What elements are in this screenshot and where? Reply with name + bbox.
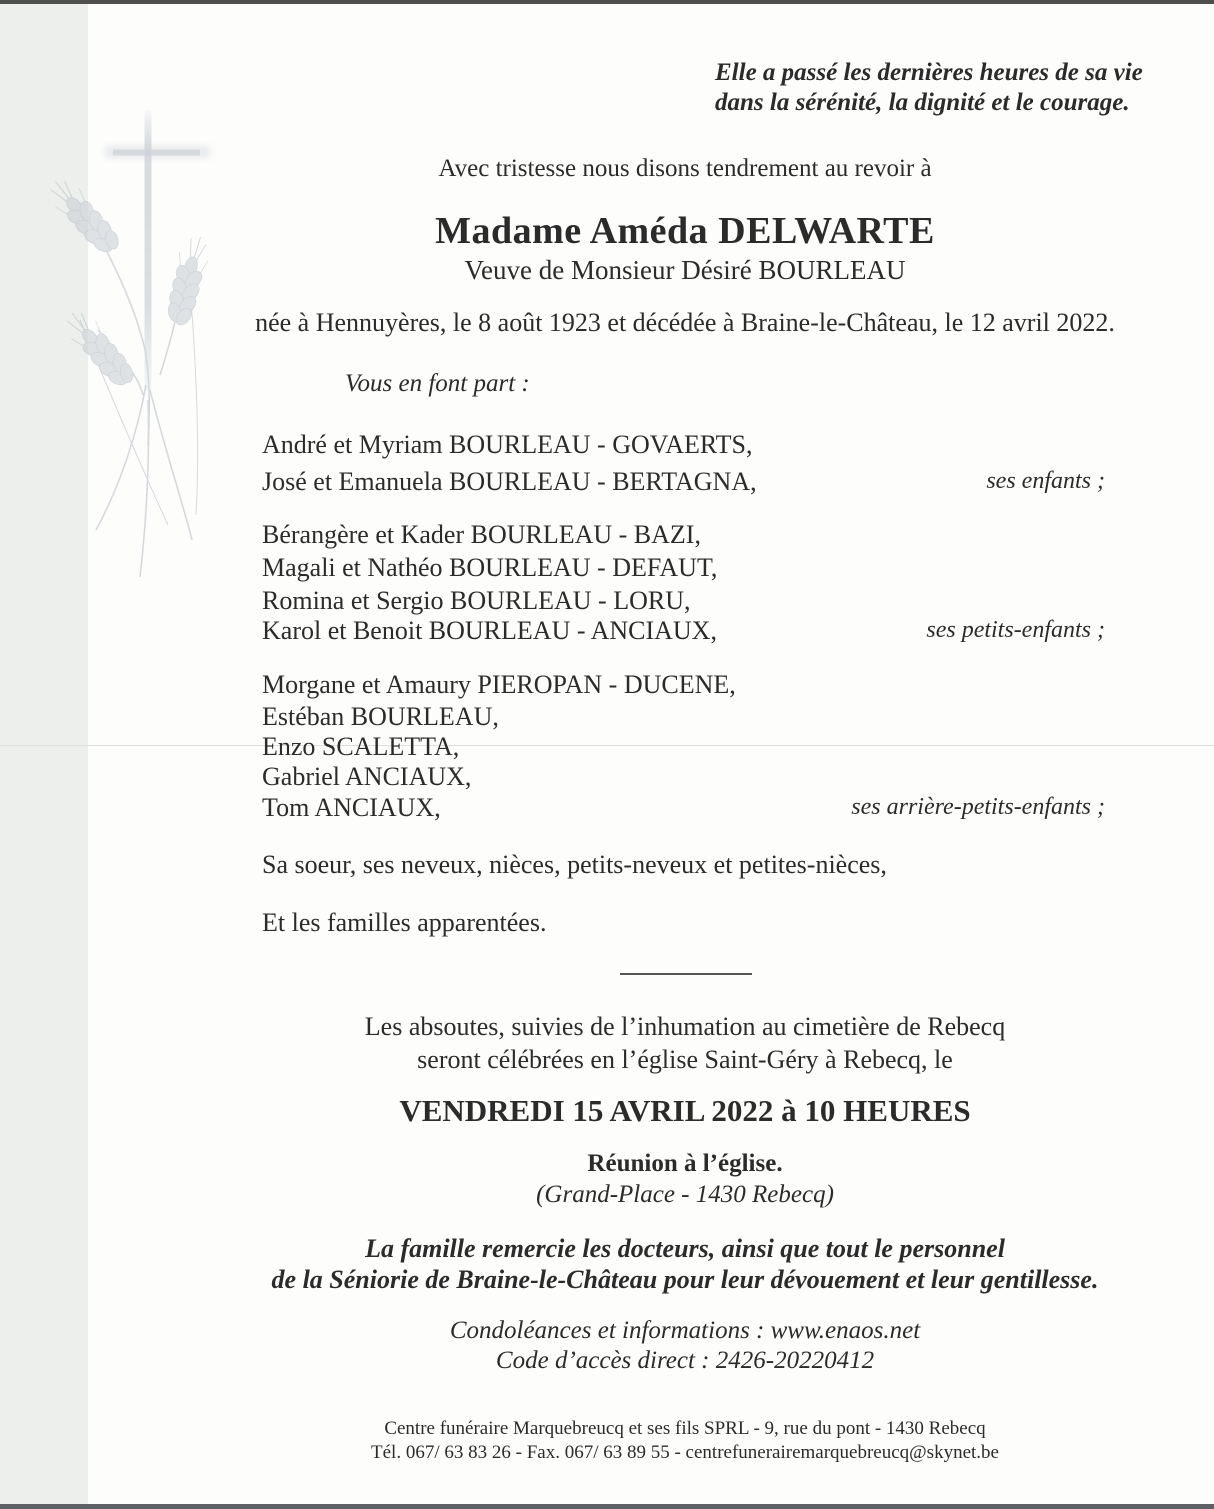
- funeral-home-info: Centre funéraire Marquebreucq et ses fils SPRL - 9, rue du pont - 1430 Rebecq: [384, 1418, 986, 1439]
- ceremony-line1: Les absoutes, suivies de l’inhumation au cimetière de Rebecq: [364, 1012, 1006, 1041]
- ceremony-meeting-place: (Grand-Place - 1430 Rebecq): [536, 1181, 834, 1208]
- thanks-line1: La famille remercie les docteurs, ainsi que tout le personnel: [365, 1234, 1005, 1263]
- funeral-home-contact: Tél. 067/ 63 83 26 - Fax. 067/ 63 89 55 - centrefunerairemarquebreucq@skynet.be: [371, 1442, 999, 1463]
- condolences-line2: Code d’accès direct : 2426-20220412: [495, 1347, 875, 1374]
- scan-edge-bottom: [0, 1504, 1214, 1509]
- family-name: Bérangère et Kader BOURLEAU - BAZI,: [262, 520, 701, 549]
- thanks-line2: de la Séniorie de Braine-le-Château pour leur dévouement et leur gentillesse.: [271, 1265, 1099, 1294]
- relation-label-great-grandchildren: ses arrière-petits-enfants ;: [851, 794, 1105, 820]
- relation-label-children: ses enfants ;: [986, 468, 1105, 494]
- section-divider: [620, 973, 752, 975]
- family-name: Romina et Sergio BOURLEAU - LORU,: [262, 586, 691, 615]
- paper-fold-line: [0, 745, 1214, 746]
- condolences-line1: Condoléances et informations : www.enaos.net: [449, 1317, 921, 1344]
- family-name: André et Myriam BOURLEAU - GOVAERTS,: [262, 430, 753, 459]
- epigraph-line2: dans la sérénité, la dignité et le courage.: [715, 89, 1130, 116]
- ceremony-meeting: Réunion à l’église.: [587, 1150, 783, 1177]
- family-name: Morgane et Amaury PIEROPAN - DUCENE,: [262, 670, 736, 699]
- deceased-life-dates: née à Hennuyères, le 8 août 1923 et décédée à Braine-le-Château, le 12 avril 2022.: [255, 308, 1115, 337]
- deceased-name: Madame Améda DELWARTE: [435, 210, 935, 252]
- family-name: José et Emanuela BOURLEAU - BERTAGNA,: [262, 467, 757, 496]
- deceased-subtitle: Veuve de Monsieur Désiré BOURLEAU: [464, 255, 906, 285]
- intro-line: Avec tristesse nous disons tendrement au revoir à: [438, 155, 932, 182]
- ceremony-line2: seront célébrées en l’église Saint-Géry à Rebecq, le: [417, 1045, 953, 1074]
- family-name: Enzo SCALETTA,: [262, 732, 460, 761]
- announcement-intro: Vous en font part :: [345, 370, 530, 397]
- family-name: Estéban BOURLEAU,: [262, 702, 499, 731]
- ceremony-datetime: VENDREDI 15 AVRIL 2022 à 10 HEURES: [399, 1093, 971, 1128]
- other-family-line2: Et les familles apparentées.: [262, 908, 547, 937]
- scan-edge-top: [0, 0, 1214, 4]
- epigraph-line1: Elle a passé les dernières heures de sa vie: [715, 59, 1143, 86]
- family-name: Karol et Benoit BOURLEAU - ANCIAUX,: [262, 616, 717, 645]
- family-name: Gabriel ANCIAUX,: [262, 762, 472, 791]
- family-name: Tom ANCIAUX,: [262, 793, 441, 822]
- other-family-line1: Sa soeur, ses neveux, nièces, petits-neveux et petites-nièces,: [262, 850, 887, 879]
- family-name: Magali et Nathéo BOURLEAU - DEFAUT,: [262, 553, 718, 582]
- relation-label-grandchildren: ses petits-enfants ;: [926, 617, 1105, 643]
